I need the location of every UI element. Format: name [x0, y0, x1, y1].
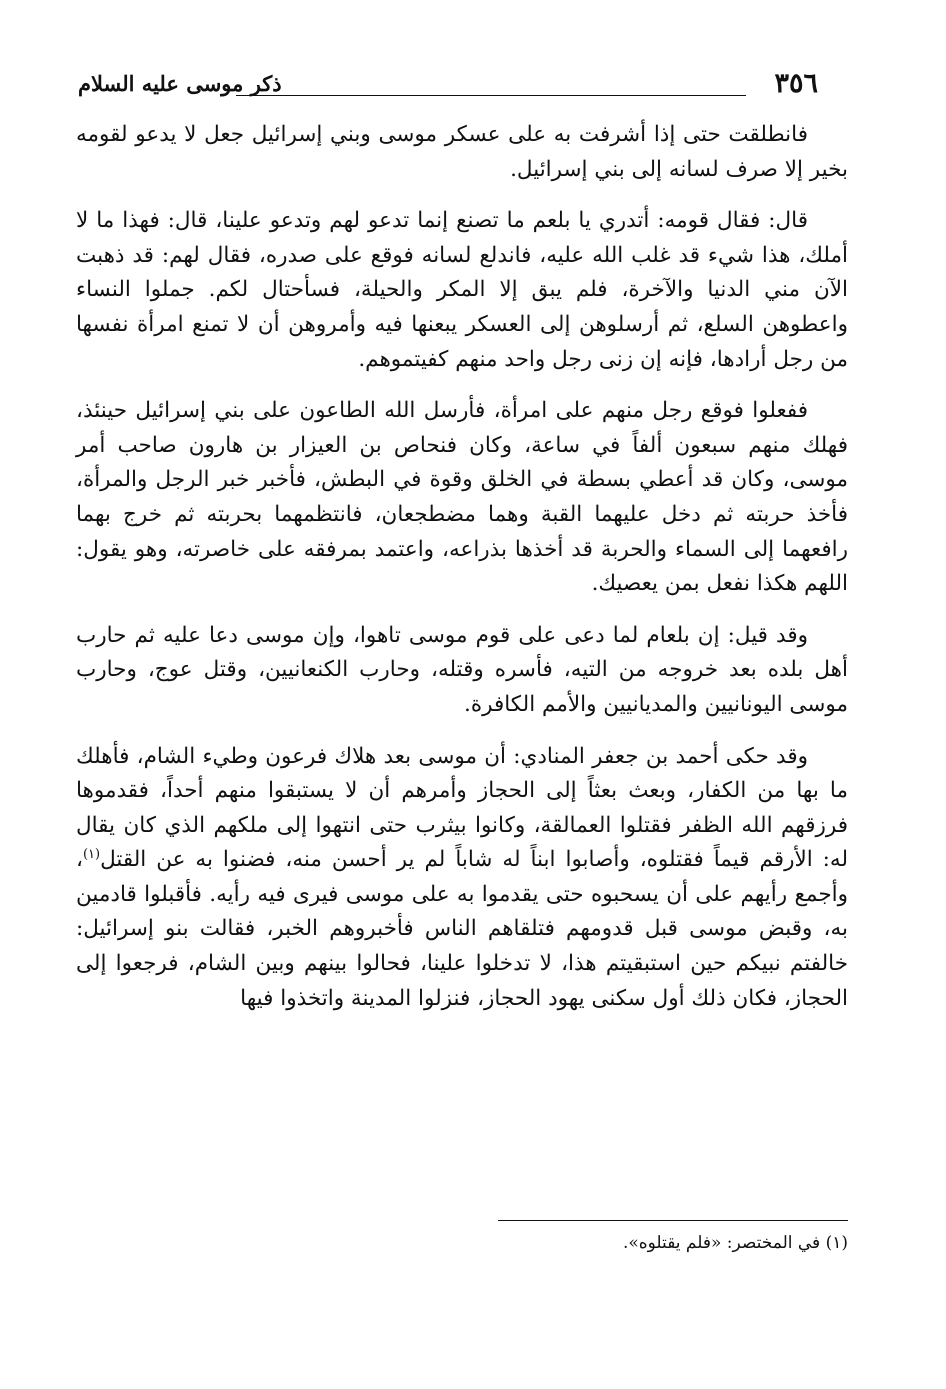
- page-header: [78, 66, 818, 106]
- paragraph-5-part-2: ، وأجمع رأيهم على أن يسحبوه حتى يقدموا به على موسى فيرى فيه رأيه. فأقبلوا قادمين به، وقبض موسى قبل قدومهم فتلقاهم الناس فأخبروهم الخبر، فقالت بنو إسرائيل: خالفتم نبيكم حين استبقيتم هذا، لا تدخلوا علينا، فحالوا بينهم وبين الشام، فرجعوا إلى الحجاز، فكان ذلك أول سكنى يهود الحجاز، فنزلوا المدينة واتخذوا فيها: [76, 847, 848, 1011]
- paragraph-1: فانطلقت حتى إذا أشرفت به على عسكر موسى وبني إسرائيل جعل لا يدعو لقومه بخير إلا صرف لسانه إلى بني إسرائيل.: [76, 122, 848, 182]
- header-rule: [236, 95, 746, 96]
- footnote: (١) في المختصر: «فلم يقتلوه».: [622, 1233, 848, 1253]
- paragraph-5-part-1: وقد حكى أحمد بن جعفر المنادي: أن موسى بعد هلاك فرعون وطيء الشام، فأهلك ما بها من الكفار، وبعث بعثاً إلى الحجاز وأمرهم أن لا يستبقوا منهم أحداً، فقدموها فرزقهم الله الظفر فقتلوا العمالقة، وكانوا بيثرب حتى انتهوا إلى ملكهم الذي كان يقال له: الأرقم قيماً فقتلوه، وأصابوا ابناً له شاباً لم ير أحسن منه، فضنوا به عن القتل: [76, 743, 848, 873]
- paragraph-3: ففعلوا فوقع رجل منهم على امرأة، فأرسل الله الطاعون على بني إسرائيل حينئذ، فهلك منهم سبعون ألفاً في ساعة، وكان فنحاص بن العيزار بن هارون صاحب أمر موسى، وكان قد أعطي بسطة في الخلق وقوة في البطش، فأخبر خبر الرجل والمرأة، فأخذ حربته ثم دخل عليهما القبة وهما مضطجعان، فانتظمهما بحربته ثم خرج بهما رافعهما إلى السماء والحربة قد أخذها بذراعه، واعتمد بمرفقه على خاصرته، وهو يقول: اللهم هكذا نفعل بمن يعصيك.: [76, 398, 848, 597]
- footnote-marker: (١): [82, 847, 101, 863]
- page-number: ٣٥٦: [774, 68, 818, 99]
- paragraph-4: وقد قيل: إن بلعام لما دعى على قوم موسى تاهوا، وإن موسى دعا عليه ثم حارب أهل بلده بعد خروجه من التيه، فأسره وقتله، وحارب الكنعانيين، وقتل عوج، وحارب موسى اليونانيين والمديانيين والأمم الكافرة.: [76, 622, 848, 717]
- paragraph-5: [76, 740, 848, 1017]
- running-title: ذكر موسى عليه السلام: [78, 71, 282, 96]
- footnote-rule: [498, 1220, 848, 1221]
- paragraph-2: قال: فقال قومه: أتدري يا بلعم ما تصنع إنما تدعو لهم وتدعو علينا، قال: فهذا ما لا أملك، هذا شيء قد غلب الله عليه، فاندلع لسانه فوقع على صدره، فقال لهم: قد ذهبت الآن مني الدنيا والآخرة، فلم يبق إلا المكر والحيلة، فسأحتال لكم. جملوا النساء واعطوهن السلع، ثم أرسلوهن إلى العسكر يبعنها فيه وأمروهن أن لا تمنع امرأة نفسها من رجل أرادها، فإنه إن زنى رجل واحد منهم كفيتموهم.: [76, 208, 848, 372]
- body-text: [76, 118, 848, 1033]
